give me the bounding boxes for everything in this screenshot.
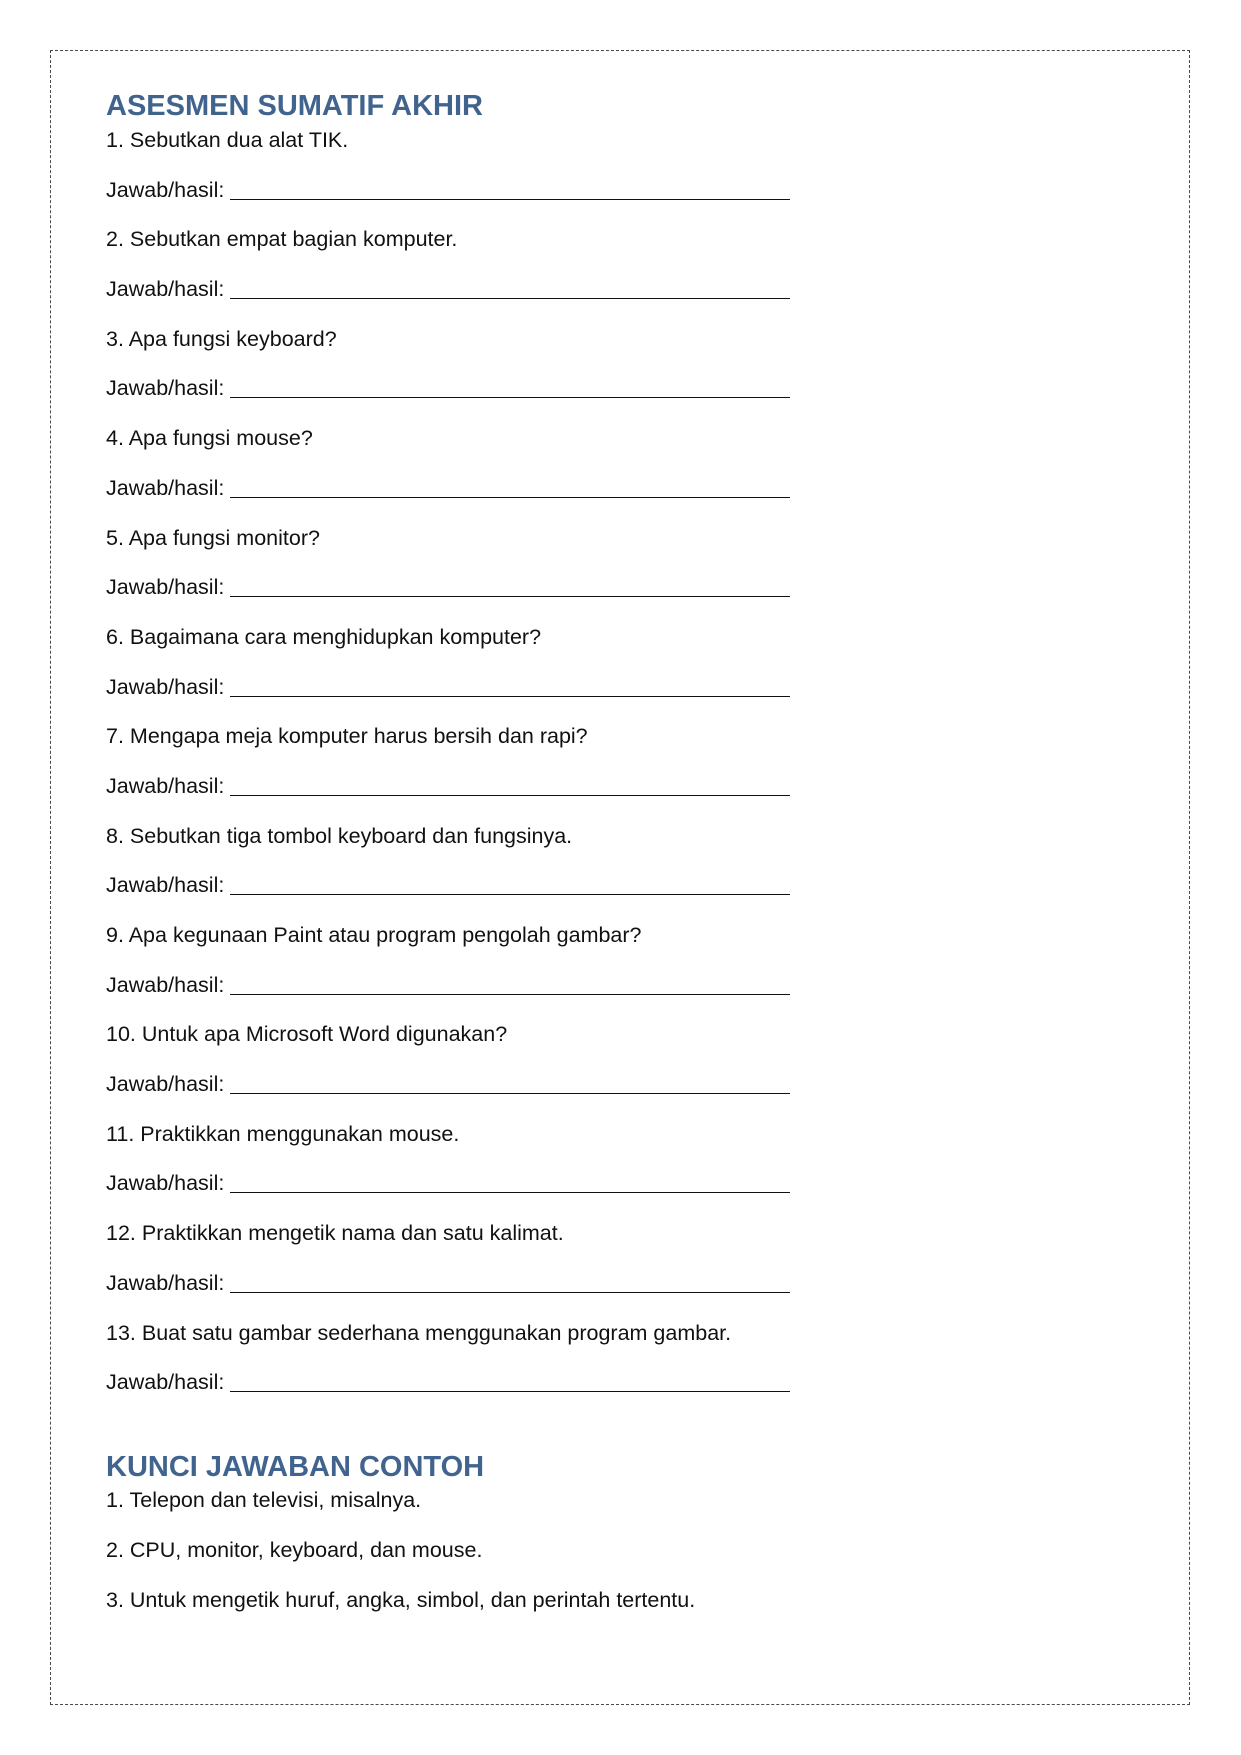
question-5 <box>106 514 790 564</box>
question-11 <box>106 1110 790 1160</box>
question-text: 6. Bagaimana cara menghidupkan komputer? <box>106 624 542 649</box>
question-text: 3. Apa fungsi keyboard? <box>106 326 337 351</box>
answer-line-4 <box>106 464 790 514</box>
answer-label: Jawab/hasil: <box>106 376 225 401</box>
answer-line-12 <box>106 1259 790 1309</box>
question-text: 7. Mengapa meja komputer harus bersih dan rapi? <box>106 724 588 749</box>
answer-line-10 <box>106 1060 790 1110</box>
question-text: 2. Sebutkan empat bagian komputer. <box>106 227 458 252</box>
answer-line-3 <box>106 364 790 414</box>
answer-label: Jawab/hasil: <box>106 873 225 898</box>
question-9 <box>106 911 790 961</box>
answer-blank <box>230 795 790 796</box>
answer-key-item-2: 2. CPU, monitor, keyboard, dan mouse. <box>106 1538 483 1562</box>
question-10 <box>106 1010 790 1060</box>
answer-blank <box>230 497 790 498</box>
question-text: 1. Sebutkan dua alat TIK. <box>106 128 349 152</box>
answer-line-7 <box>106 762 790 812</box>
question-12 <box>106 1209 790 1259</box>
question-text: 9. Apa kegunaan Paint atau program pengolah gambar? <box>106 923 642 947</box>
answer-blank <box>230 994 790 995</box>
answer-line-11 <box>106 1159 790 1209</box>
answer-blank <box>230 397 790 398</box>
question-text: 5. Apa fungsi monitor? <box>106 525 320 550</box>
answer-line-1 <box>106 166 790 216</box>
answer-label: Jawab/hasil: <box>106 972 225 997</box>
answer-blank <box>230 696 790 697</box>
question-8 <box>106 812 790 862</box>
answer-line-9 <box>106 961 790 1011</box>
question-7 <box>106 712 790 762</box>
answer-key-item-1: 1. Telepon dan televisi, misalnya. <box>106 1488 422 1512</box>
question-4 <box>106 414 790 464</box>
answer-blank <box>230 1292 790 1293</box>
question-1 <box>106 116 790 166</box>
question-6 <box>106 613 790 663</box>
answer-key-item-3: 3. Untuk mengetik huruf, angka, simbol, dan perintah tertentu. <box>106 1588 696 1612</box>
answer-label: Jawab/hasil: <box>106 177 225 202</box>
question-3 <box>106 315 790 365</box>
answer-blank <box>230 1391 790 1392</box>
question-text: 11. Praktikkan menggunakan mouse. <box>106 1121 460 1146</box>
answer-label: Jawab/hasil: <box>106 1072 225 1097</box>
answer-blank <box>230 894 790 895</box>
answer-label: Jawab/hasil: <box>106 277 225 302</box>
question-list <box>106 116 790 1408</box>
assessment-title: ASESMEN SUMATIF AKHIR <box>106 90 483 122</box>
answer-label: Jawab/hasil: <box>106 773 225 798</box>
answer-key-list <box>106 1475 695 1625</box>
answer-blank <box>230 596 790 597</box>
question-text: 12. Praktikkan mengetik nama dan satu kalimat. <box>106 1221 564 1246</box>
answer-label: Jawab/hasil: <box>106 674 225 699</box>
question-text: 8. Sebutkan tiga tombol keyboard dan fungsinya. <box>106 823 573 848</box>
answer-line-8 <box>106 861 790 911</box>
answer-blank <box>230 1192 790 1193</box>
answer-line-6 <box>106 663 790 713</box>
question-text: 4. Apa fungsi mouse? <box>106 426 313 451</box>
question-2 <box>106 215 790 265</box>
answer-blank <box>230 199 790 200</box>
answer-label: Jawab/hasil: <box>106 1171 225 1196</box>
answer-blank <box>230 1093 790 1094</box>
answer-key-title: KUNCI JAWABAN CONTOH <box>106 1451 485 1483</box>
answer-label: Jawab/hasil: <box>106 1370 225 1395</box>
answer-line-5 <box>106 563 790 613</box>
answer-line-13 <box>106 1358 790 1408</box>
answer-label: Jawab/hasil: <box>106 1270 225 1295</box>
question-13 <box>106 1309 790 1359</box>
question-text: 13. Buat satu gambar sederhana menggunakan program gambar. <box>106 1320 732 1345</box>
answer-line-2 <box>106 265 790 315</box>
answer-label: Jawab/hasil: <box>106 475 225 500</box>
answer-label: Jawab/hasil: <box>106 575 225 600</box>
answer-blank <box>230 298 790 299</box>
question-text: 10. Untuk apa Microsoft Word digunakan? <box>106 1022 508 1047</box>
